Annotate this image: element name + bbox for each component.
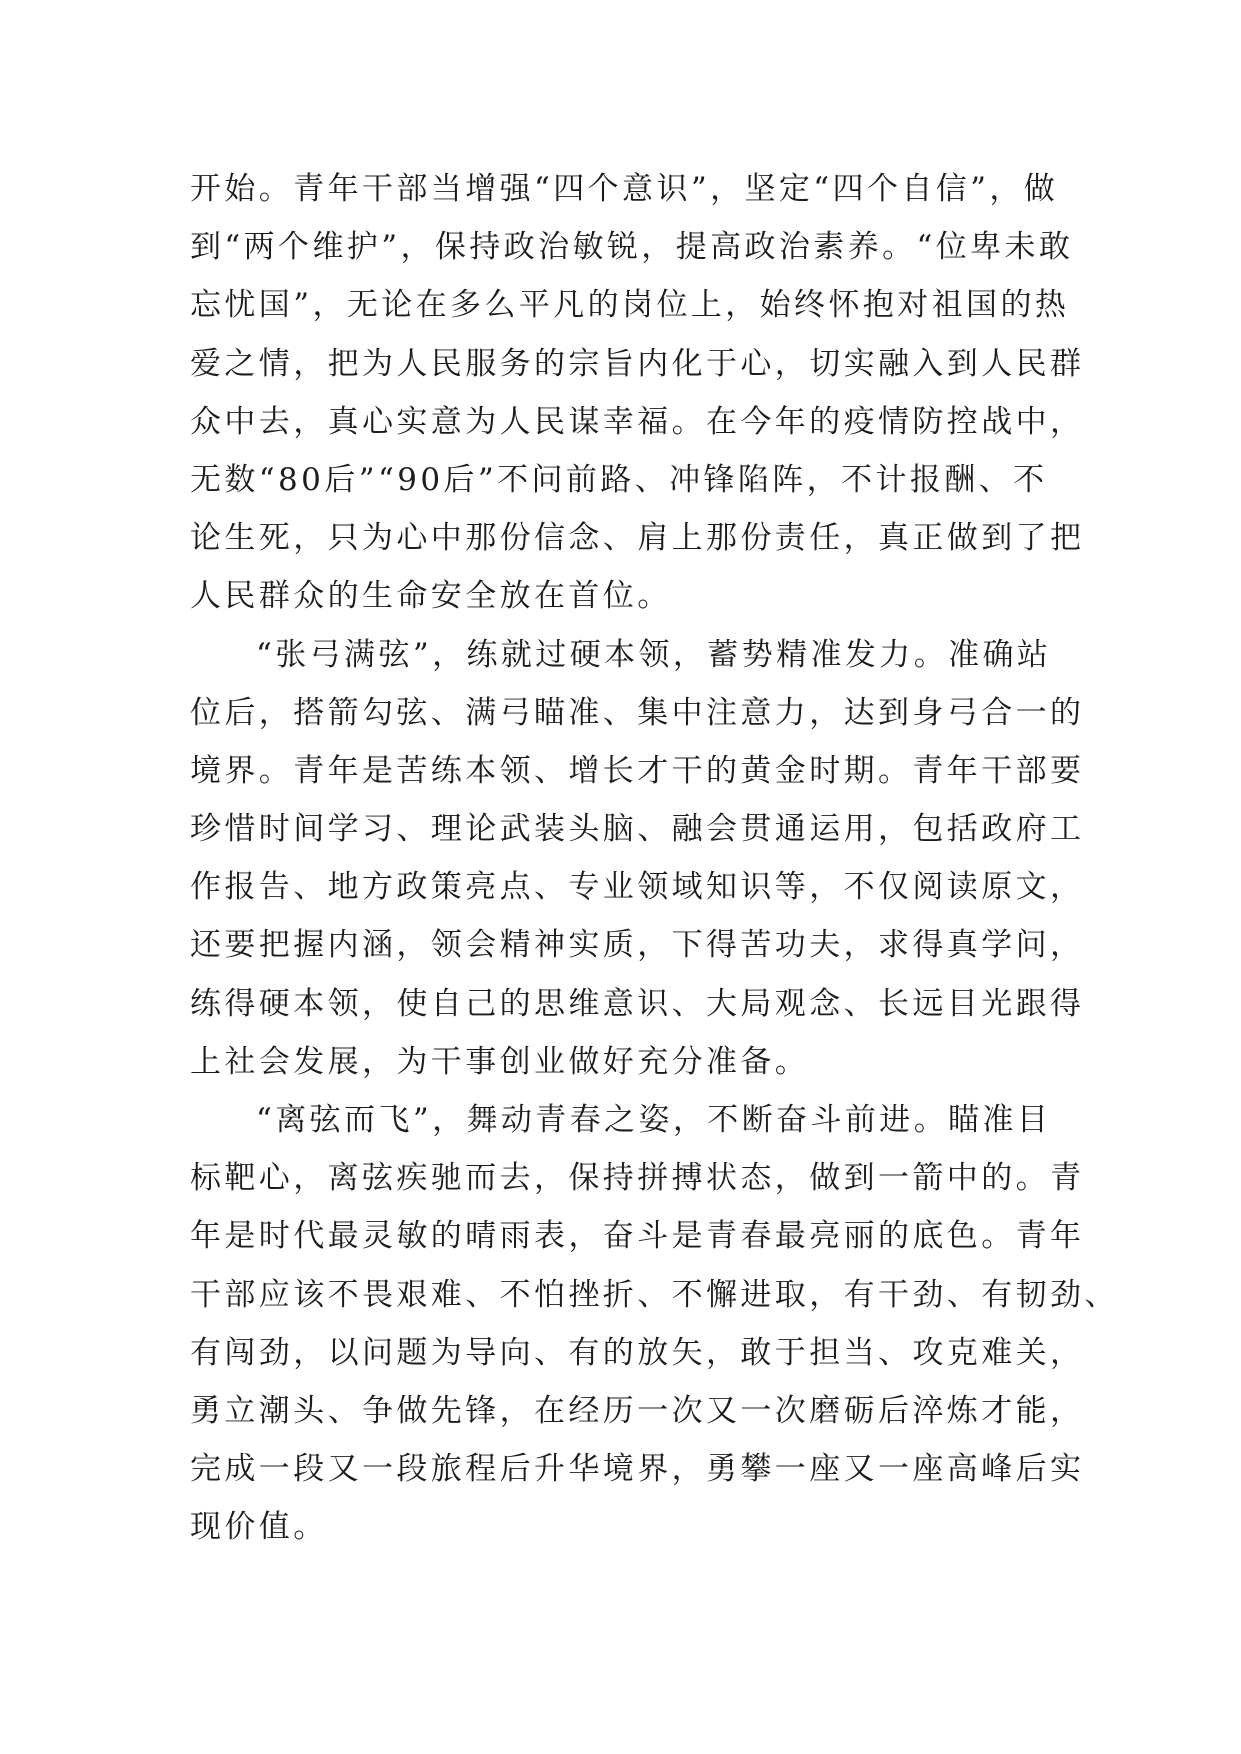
text-line: 现价值。 (190, 1509, 328, 1546)
text-line: 上社会发展，为干事创业做好充分准备。 (190, 1043, 810, 1080)
text-line: 到“两个维护”，保持政治敏锐，提高政治素养。“位卑未敢 (190, 229, 1074, 266)
text-line: 珍惜时间学习、理论武装头脑、融会贯通运用，包括政府工 (190, 811, 1085, 848)
text-line: 作报告、地方政策亮点、专业领域知识等，不仅阅读原文， (190, 869, 1085, 906)
text-line: 无数“80后”“90后”不问前路、冲锋陷阵，不计报酬、不 (190, 461, 1048, 498)
text-line: 论生死，只为心中那份信念、肩上那份责任，真正做到了把 (190, 520, 1085, 557)
text-line: 标靶心，离弦疾驰而去，保持拼搏状态，做到一箭中的。青 (190, 1160, 1085, 1197)
text-line: 干部应该不畏艰难、不怕挫折、不懈进取，有干劲、有韧劲、 (190, 1276, 1119, 1313)
text-line: 开始。青年干部当增强“四个意识”，坚定“四个自信”，做 (190, 171, 1059, 207)
text-line: 练得硬本领，使自己的思维意识、大局观念、长远目光跟得 (190, 985, 1085, 1022)
body-text (190, 160, 1119, 1557)
text-line: 人民群众的生命安全放在首位。 (190, 578, 672, 615)
paragraph-start-line: “张弓满弦”，练就过硬本领，蓄势精准发力。准确站 (256, 636, 1052, 673)
text-line: 爱之情，把为人民服务的宗旨内化于心，切实融入到人民群 (190, 345, 1085, 382)
text-line: 勇立潮头、争做先锋，在经历一次又一次磨砺后淬炼才能， (190, 1392, 1085, 1429)
text-line: 完成一段又一段旅程后升华境界，勇攀一座又一座高峰后实 (190, 1451, 1085, 1488)
text-line: 众中去，真心实意为人民谋幸福。在今年的疫情防控战中， (190, 403, 1085, 440)
paragraph-start-line: “离弦而飞”，舞动青春之姿，不断奋斗前进。瞄准目 (256, 1102, 1052, 1138)
text-line: 境界。青年是苦练本领、增长才干的黄金时期。青年干部要 (190, 752, 1085, 789)
text-line: 位后，搭箭勾弦、满弓瞄准、集中注意力，达到身弓合一的 (190, 694, 1085, 731)
text-line: 忘忧国”，无论在多么平凡的岗位上，始终怀抱对祖国的热 (190, 287, 1070, 324)
text-line: 年是时代最灵敏的晴雨表，奋斗是青春最亮丽的底色。青年 (190, 1218, 1085, 1255)
text-line: 还要把握内涵，领会精神实质，下得苦功夫，求得真学问， (190, 927, 1085, 964)
text-line: 有闯劲，以问题为导向、有的放矢，敢于担当、攻克难关， (190, 1334, 1085, 1371)
